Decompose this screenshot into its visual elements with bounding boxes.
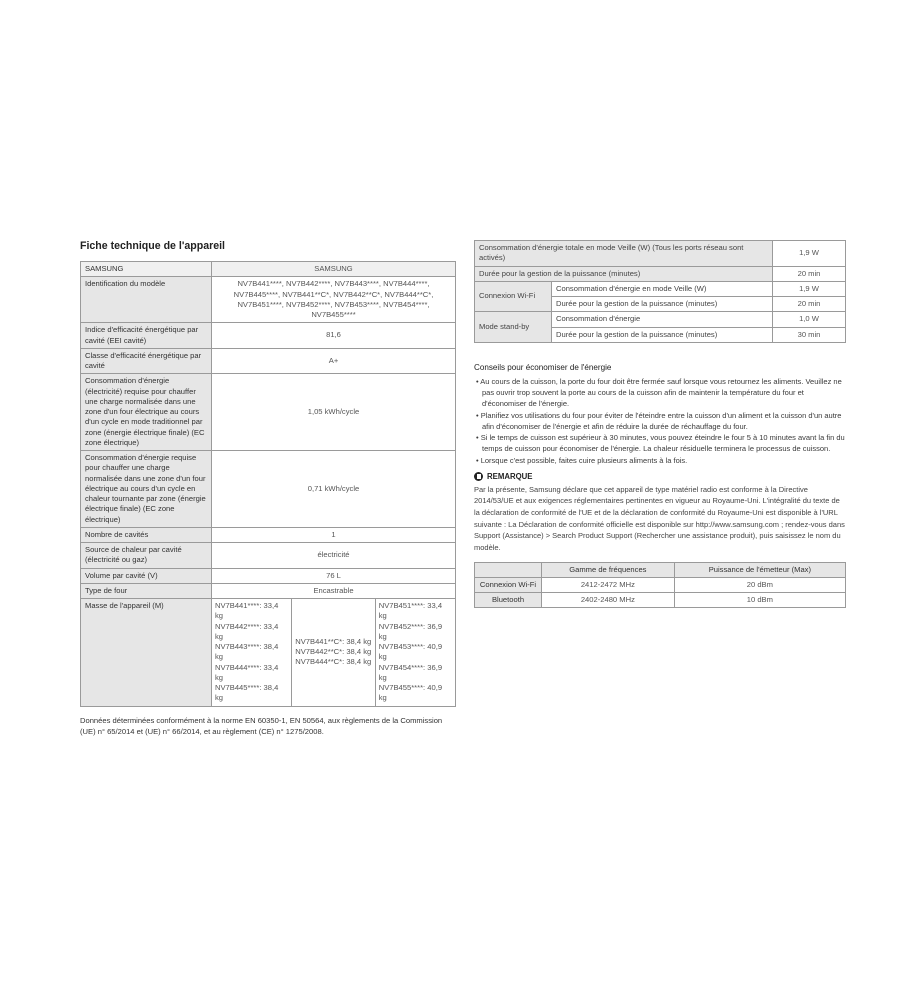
table-row bbox=[81, 568, 456, 583]
row-label: Durée pour la gestion de la puissance (minutes) bbox=[475, 266, 773, 281]
row-value: 20 min bbox=[773, 266, 846, 281]
mass-row bbox=[81, 599, 456, 707]
page-title: Fiche technique de l'appareil bbox=[80, 240, 225, 252]
mass-entry: NV7B441**C*: 38,4 kg bbox=[295, 636, 372, 646]
row-value: 1 bbox=[212, 527, 456, 542]
mass-column bbox=[212, 599, 292, 707]
row-label: SAMSUNG bbox=[81, 262, 212, 277]
mass-entry: NV7B441****: 33,4 kg bbox=[215, 601, 279, 621]
row-label: Consommation d'énergie totale en mode Veille (W) (Tous les ports réseau sont activés) bbox=[475, 241, 773, 267]
table-row bbox=[475, 241, 846, 267]
row-value: 1,05 kWh/cycle bbox=[212, 374, 456, 451]
spec-table bbox=[80, 261, 456, 707]
header-cell: Gamme de fréquences bbox=[542, 562, 675, 577]
left-column bbox=[80, 240, 456, 737]
mass-entry: NV7B442****: 33,4 kg bbox=[215, 621, 279, 641]
row-group-label: Mode stand-by bbox=[475, 312, 552, 343]
mass-entry: NV7B442**C*: 38,4 kg bbox=[295, 647, 372, 657]
table-row bbox=[475, 593, 846, 608]
table-row bbox=[81, 543, 456, 569]
row-value: 0,71 kWh/cycle bbox=[212, 451, 456, 528]
right-column bbox=[474, 240, 846, 608]
table-row bbox=[475, 281, 846, 296]
row-label: Durée pour la gestion de la puissance (minutes) bbox=[552, 327, 773, 342]
mass-column bbox=[292, 599, 375, 707]
row-label: Identification du modèle bbox=[81, 277, 212, 323]
row-value: 81,6 bbox=[212, 323, 456, 349]
row-value: A+ bbox=[212, 348, 456, 374]
table-row bbox=[475, 312, 846, 327]
row-label: Volume par cavité (V) bbox=[81, 568, 212, 583]
table-row bbox=[81, 262, 456, 277]
row-value: NV7B441****, NV7B442****, NV7B443****, NV7B444****, NV7B445****, NV7B441**C*, NV7B442**C*, NV7B444**C*, NV7B451****, NV7B452****, NV7B453****, NV7B454****, NV7B455**** bbox=[212, 277, 456, 323]
row-value: 30 min bbox=[773, 327, 846, 342]
list-item: • Si le temps de cuisson est supérieur à 30 minutes, vous pouvez éteindre le four 5 à 10 minutes avant la fin du temps de cuisson pour économiser de l'énergie. La chaleur résiduelle terminera le processus de cuisson. bbox=[476, 433, 845, 454]
row-label: Bluetooth bbox=[475, 593, 542, 608]
row-label: Classe d'efficacité énergétique par cavité bbox=[81, 348, 212, 374]
list-item: • Lorsque c'est possible, faites cuire plusieurs aliments à la fois. bbox=[476, 455, 688, 465]
row-label: Masse de l'appareil (M) bbox=[81, 599, 212, 707]
row-value: électricité bbox=[212, 543, 456, 569]
mass-entry: NV7B452****: 36,9 kg bbox=[378, 621, 443, 641]
row-label: Durée pour la gestion de la puissance (minutes) bbox=[552, 297, 773, 312]
frequency-range: 2402-2480 MHz bbox=[542, 593, 675, 608]
row-value: 1,0 W bbox=[773, 312, 846, 327]
mass-entry: NV7B454****: 36,9 kg bbox=[378, 662, 443, 682]
table-row bbox=[81, 527, 456, 542]
remark-title: REMARQUE bbox=[487, 471, 533, 481]
table-header bbox=[475, 562, 846, 577]
tips-title: Conseils pour économiser de l'énergie bbox=[474, 362, 612, 372]
transmitter-power: 20 dBm bbox=[674, 577, 845, 592]
row-value: 20 min bbox=[773, 297, 846, 312]
table-row bbox=[81, 374, 456, 451]
table-row bbox=[475, 266, 846, 281]
row-label: Type de four bbox=[81, 583, 212, 598]
row-label: Source de chaleur par cavité (électricité ou gaz) bbox=[81, 543, 212, 569]
row-value: 1,9 W bbox=[773, 281, 846, 296]
table-row bbox=[81, 583, 456, 598]
mass-entry: NV7B445****: 38,4 kg bbox=[215, 683, 279, 703]
row-label: Nombre de cavités bbox=[81, 527, 212, 542]
row-label: Consommation d'énergie (électricité) requise pour chauffer une charge normalisée dans une zone d'un four électrique au cours d'un cycle en mode traditionnel par zone (énergie électrique finale) (EC zone électrique) bbox=[81, 374, 212, 451]
row-label: Consommation d'énergie en mode Veille (W) bbox=[552, 281, 773, 296]
mass-entry: NV7B443****: 38,4 kg bbox=[215, 642, 279, 662]
table-row bbox=[81, 451, 456, 528]
list-item: • Au cours de la cuisson, la porte du four doit être fermée sauf lorsque vous retournez les aliments. Veuillez ne pas ouvrir trop souvent la porte au cours de la cuisson afin de maintenir la température du four et d'économiser de l'énergie. bbox=[476, 376, 842, 409]
row-label: Consommation d'énergie bbox=[552, 312, 773, 327]
mass-entry: NV7B453****: 40,9 kg bbox=[378, 642, 443, 662]
row-label: Connexion Wi-Fi bbox=[475, 577, 542, 592]
table-row bbox=[81, 348, 456, 374]
row-label: Consommation d'énergie requise pour chauffer une charge normalisée dans une zone d'un four électrique au cours d'un cycle en chaleur tournante par zone (énergie électrique finale) (EC zone électrique) bbox=[81, 451, 212, 528]
mass-column bbox=[375, 599, 455, 707]
note-icon bbox=[474, 472, 483, 481]
header-cell: Puissance de l'émetteur (Max) bbox=[674, 562, 845, 577]
transmitter-power: 10 dBm bbox=[674, 593, 845, 608]
mass-entry: NV7B451****: 33,4 kg bbox=[378, 601, 443, 621]
frequency-range: 2412-2472 MHz bbox=[542, 577, 675, 592]
table-row bbox=[475, 577, 846, 592]
table-row bbox=[81, 277, 456, 323]
row-value: Encastrable bbox=[212, 583, 456, 598]
row-label: Indice d'efficacité énergétique par cavité (EEI cavité) bbox=[81, 323, 212, 349]
energy-table bbox=[474, 240, 846, 343]
remark-heading bbox=[474, 472, 846, 481]
mass-entry: NV7B444****: 33,4 kg bbox=[215, 662, 279, 682]
row-value: 1,9 W bbox=[773, 241, 846, 267]
row-value: SAMSUNG bbox=[212, 262, 456, 277]
row-value: 76 L bbox=[212, 568, 456, 583]
remark-text: Par la présente, Samsung déclare que cet appareil de type matériel radio est conforme à la Directive 2014/53/UE et aux exigences réglementaires pertinentes en vigueur au Royaume-Uni. L'intégralité du texte de la déclaration de conformité de l'UE et de la déclaration de conformité du Royaume-Uni est disponible à l'URL suivante : La Déclaration de conformité officielle est disponible sur http://www.samsung.com ; rendez-vous dans Support (Assistance) > Search Product Support (Rechercher une assistance produit), puis saisissez le nom du modèle. bbox=[474, 484, 845, 552]
mass-entry: NV7B444**C*: 38,4 kg bbox=[295, 657, 372, 667]
mass-entry: NV7B455****: 40,9 kg bbox=[378, 683, 443, 703]
frequency-table bbox=[474, 562, 846, 609]
header-cell bbox=[475, 562, 542, 577]
footnote: Données déterminées conformément à la norme EN 60350-1, EN 50564, aux règlements de la Commission (UE) n° 65/2014 et (UE) n° 66/2014, et au règlement (CE) n° 1275/2008. bbox=[80, 715, 443, 736]
list-item: • Planifiez vos utilisations du four pour éviter de l'éteindre entre la cuisson d'un aliment et la cuisson d'un autre afin d'économiser de l'énergie et afin de réduire la durée de réchauffage du four. bbox=[476, 410, 842, 431]
tips-list bbox=[474, 376, 846, 466]
table-row bbox=[81, 323, 456, 349]
row-group-label: Connexion Wi-Fi bbox=[475, 281, 552, 312]
